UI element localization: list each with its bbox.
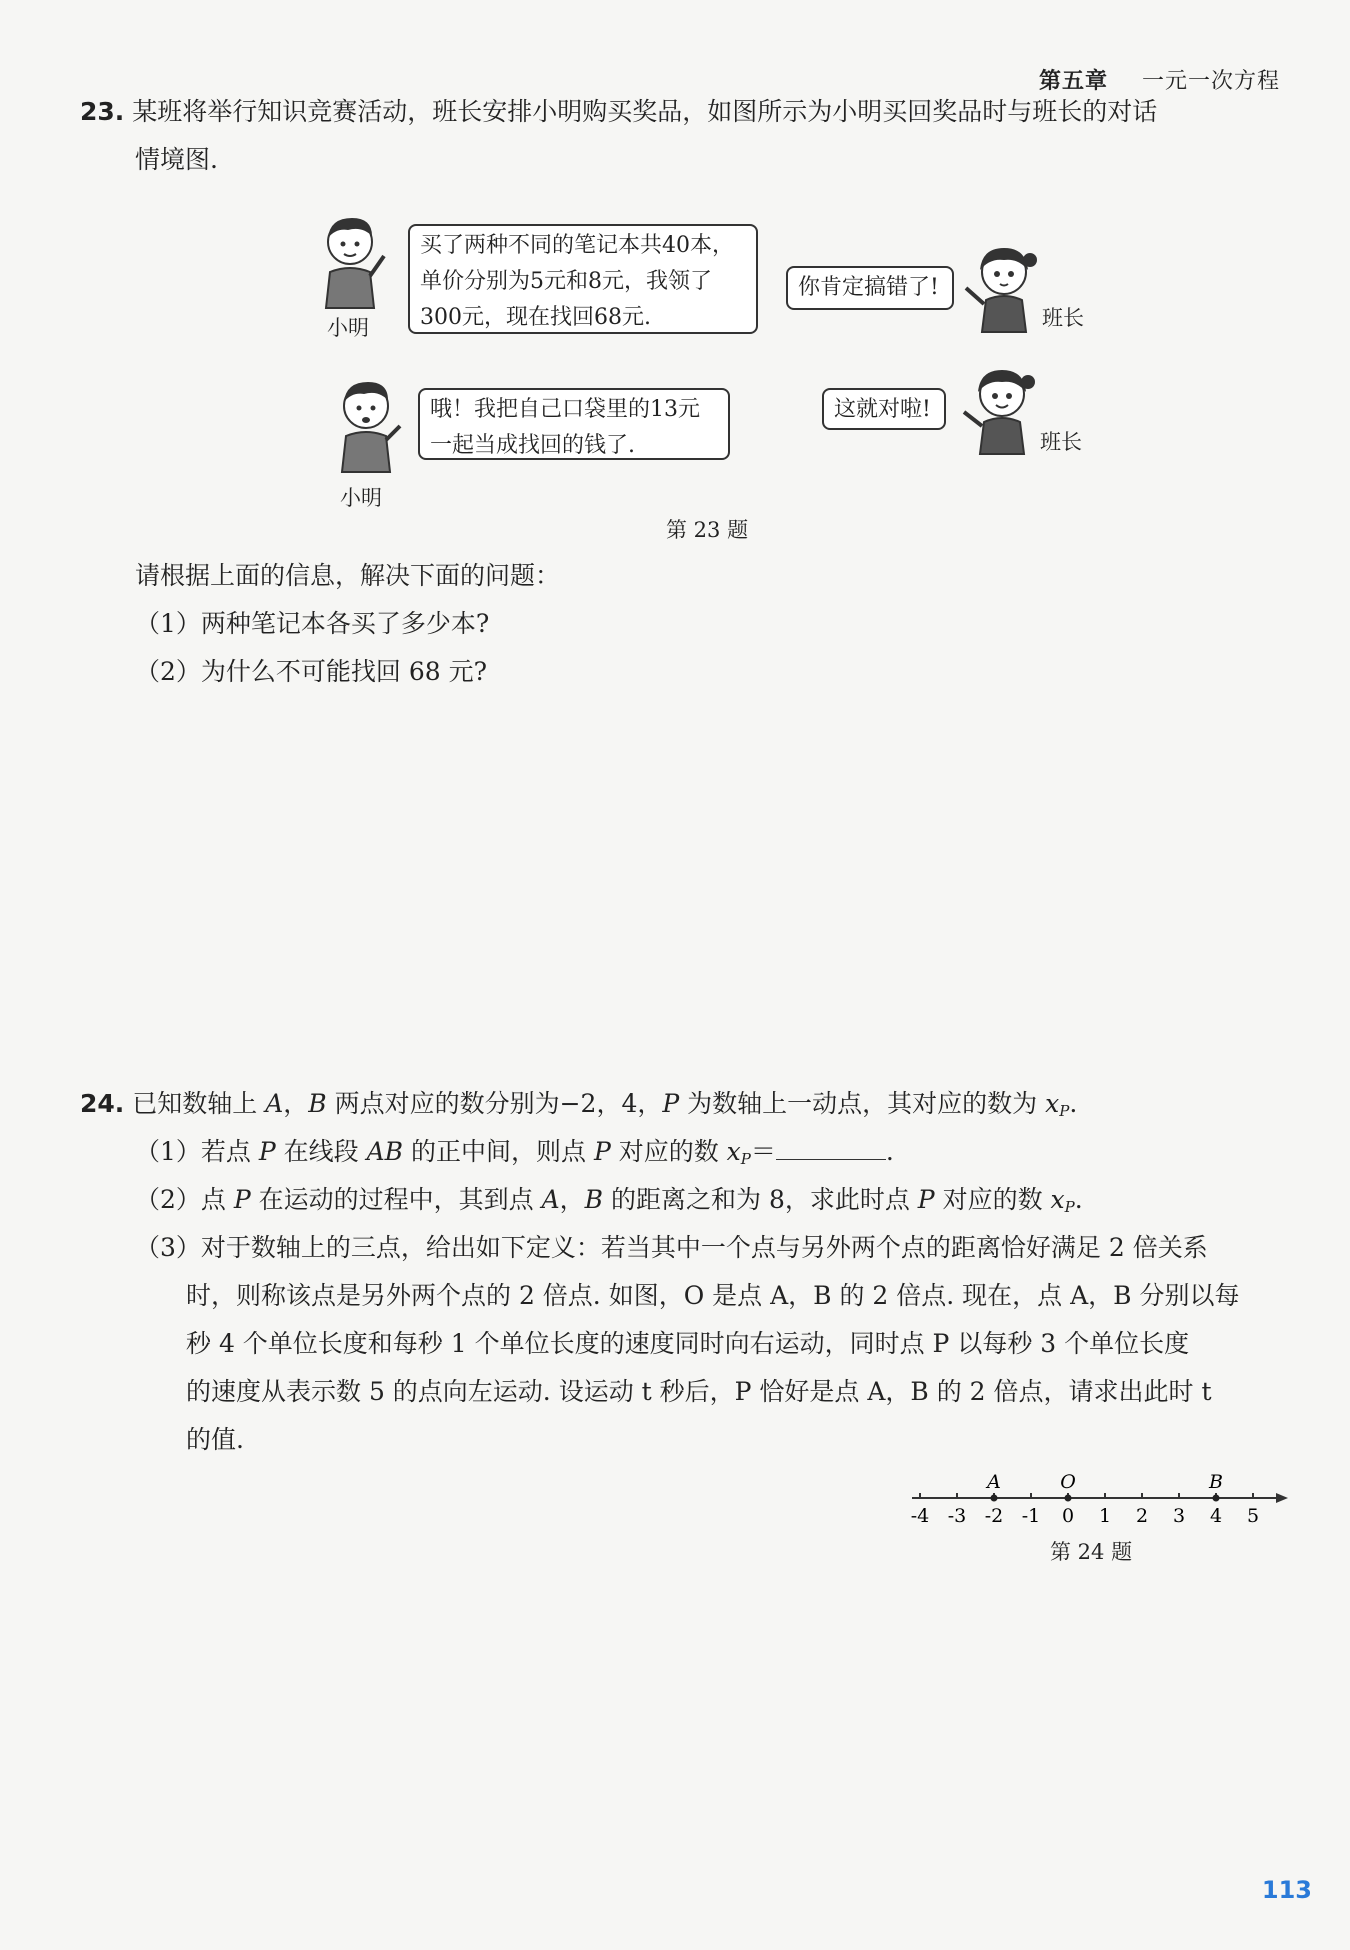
name-girl-2: 班长 [1040, 430, 1082, 454]
var-p: P [662, 1089, 680, 1118]
q23-part2: （2）为什么不可能找回 68 元? [135, 657, 488, 686]
boy-illustration-1 [312, 212, 390, 312]
tick-label: 0 [1061, 1505, 1075, 1527]
var-p: P [258, 1137, 276, 1166]
q24-caption: 第 24 题 [1050, 1540, 1133, 1564]
q24-text-c: ， [283, 1089, 309, 1118]
q24-part3-line5: 的值. [186, 1425, 244, 1454]
q24-part3-line4: 的速度从表示数 5 的点向左运动. 设运动 t 秒后，P 恰好是点 A，B 的 2 倍点，请求出此时 t [186, 1377, 1212, 1406]
var-b: B [584, 1185, 604, 1214]
q23-line1 [80, 92, 1157, 128]
q24-part2-b: 在运动的过程中，其到点 [250, 1185, 542, 1214]
var-x: x [1045, 1089, 1060, 1118]
var-p: P [917, 1185, 935, 1214]
q23-number: 23. [80, 97, 125, 126]
q24-part2-d: 对应的数 [934, 1185, 1051, 1214]
q23-instruction: 请根据上面的信息，解决下面的问题： [135, 561, 561, 590]
chapter-label: 第五章 [1038, 69, 1108, 94]
bubble1-line1: 买了两种不同的笔记本共40本， [420, 233, 734, 258]
q24-number: 24. [80, 1089, 125, 1118]
q24-text-g: 为数轴上一动点，其对应的数为 [679, 1089, 1046, 1118]
tick-label: -3 [947, 1505, 967, 1527]
q24-part2-c: 的距离之和为 8，求此时点 [603, 1185, 918, 1214]
q24-part1: （1）若点 P 在线段 AB 的正中间，则点 P 对应的数 $x_P=$ . [135, 1137, 894, 1168]
q24-part1-e: ＝ [750, 1137, 776, 1166]
var-p: P [233, 1185, 251, 1214]
var-a: A [541, 1185, 560, 1214]
point-o [1065, 1495, 1072, 1502]
bubble3-line1: 哦！我把自己口袋里的13元 [430, 397, 700, 422]
point-label-b: B [1209, 1471, 1223, 1493]
axis-arrow [1276, 1493, 1288, 1503]
q24-part1-c: 的正中间，则点 [403, 1137, 594, 1166]
comma: ， [559, 1185, 585, 1214]
name-girl-1: 班长 [1042, 306, 1084, 330]
page-number: 113 [1261, 1876, 1312, 1904]
var-x-sub: P [1059, 1102, 1070, 1120]
answer-blank[interactable] [776, 1137, 886, 1160]
q24-part2: （2）点 P 在运动的过程中，其到点 A，B 的距离之和为 8，求此时点 P 对应的数 $x_P$. [135, 1185, 1083, 1216]
q24-line1: 24. 已知数轴上 A，B 两点对应的数分别为−2，4，P 为数轴上一动点，其对应的数为 $x_P$. [80, 1089, 1078, 1120]
q24-part2-a: （2）点 [135, 1185, 234, 1214]
q24-text-e: 两点对应的数分别为−2，4， [326, 1089, 663, 1118]
point-b [1213, 1495, 1220, 1502]
bubble1-line2: 单价分别为5元和8元，我领了 [420, 269, 712, 294]
q24-part3-line3: 秒 4 个单位长度和每秒 1 个单位长度的速度同时向右运动，同时点 P 以每秒 3 个单位长度 [186, 1329, 1190, 1358]
var-p: P [593, 1137, 611, 1166]
tick-label: -4 [910, 1505, 930, 1527]
bubble3-line2: 一起当成找回的钱了. [430, 433, 635, 458]
girl-illustration-2 [958, 360, 1042, 456]
number-line-figure [900, 1460, 1290, 1540]
point-label-a: A [987, 1471, 1001, 1493]
tick-label: 2 [1135, 1505, 1149, 1527]
q23-line2: 情境图. [135, 145, 218, 174]
name-boy-2: 小明 [340, 486, 382, 510]
tick-label: 5 [1246, 1505, 1260, 1527]
tick-label: 3 [1172, 1505, 1186, 1527]
q24-text-a: 已知数轴上 [132, 1089, 266, 1118]
var-ab: AB [366, 1137, 404, 1166]
point-a [991, 1495, 998, 1502]
q23-text-1: 某班将举行知识竞赛活动，班长安排小明购买奖品，如图所示为小明买回奖品时与班长的对话 [132, 97, 1158, 126]
q23-caption: 第 23 题 [666, 518, 749, 542]
speech-bubble-1 [408, 224, 758, 334]
speech-bubble-3 [418, 388, 730, 460]
var-x-sub: P [1064, 1198, 1075, 1216]
tick-label: -1 [1021, 1505, 1041, 1527]
tick-label: -2 [984, 1505, 1004, 1527]
name-boy-1: 小明 [327, 316, 369, 340]
q24-part1-a: （1）若点 [135, 1137, 259, 1166]
speech-bubble-2: 你肯定搞错了! [786, 266, 954, 310]
point-label-o: O [1060, 1471, 1076, 1493]
q24-part3-line2: 时，则称该点是另外两个点的 2 倍点. 如图，O 是点 A，B 的 2 倍点. 现在，点 A，B 分别以每 [186, 1281, 1240, 1310]
chapter-title: 一元一次方程 [1141, 69, 1280, 94]
q23-part1: （1）两种笔记本各买了多少本? [135, 609, 490, 638]
var-x-sub: P [740, 1150, 751, 1168]
var-x: x [1050, 1185, 1065, 1214]
running-header [1039, 64, 1280, 95]
var-a: A [265, 1089, 284, 1118]
tick-label: 1 [1098, 1505, 1112, 1527]
speech-bubble-4: 这就对啦! [822, 388, 946, 430]
q24-part1-b: 在线段 [275, 1137, 367, 1166]
bubble1-line3: 300元，现在找回68元. [420, 305, 651, 330]
girl-illustration-1 [960, 238, 1044, 334]
boy-illustration-2 [328, 376, 406, 476]
q24-part1-d: 对应的数 [610, 1137, 727, 1166]
var-x: x [726, 1137, 741, 1166]
var-b: B [308, 1089, 327, 1118]
tick-label: 4 [1209, 1505, 1223, 1527]
q24-part3-line1: （3）对于数轴上的三点，给出如下定义：若当其中一个点与另外两个点的距离恰好满足 2 倍关系 [135, 1233, 1208, 1262]
